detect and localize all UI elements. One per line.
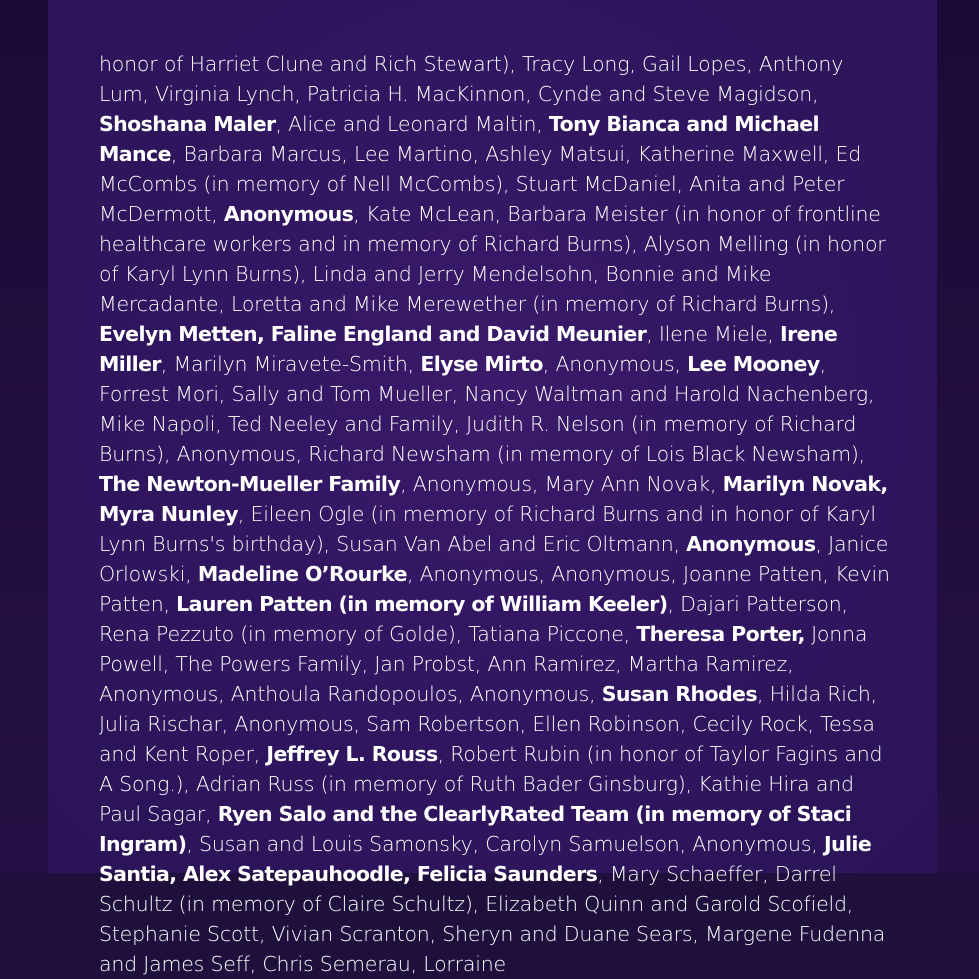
donor-segment: , Marilyn Miravete-Smith,: [160, 352, 421, 376]
donor-name-highlight: Jeffrey L. Rouss: [266, 742, 438, 766]
donor-name-highlight: Lee Mooney: [687, 352, 820, 376]
donor-segment: , Anonymous,: [542, 352, 688, 376]
donor-name-highlight: Marilyn Novak, Myra Nunley: [99, 472, 888, 526]
donor-list-paragraph: [99, 0, 899, 979]
donor-name-highlight: Susan Rhodes: [601, 682, 757, 706]
page-margin-right: [937, 0, 979, 873]
donor-segment: , Robert Rubin (in honor of Taylor Fagins and A Song.), Adrian Russ (in memory of Ruth Bader Ginsburg), Kathie Hira and Paul Sagar,: [99, 742, 883, 826]
donor-name-highlight: Ryen Salo and the ClearlyRated Team (in memory of Staci Ingram): [99, 802, 852, 856]
donor-segment: , Susan and Louis Samonsky, Carolyn Samuelson, Anonymous,: [186, 832, 824, 856]
donor-segment: , Barbara Marcus, Lee Martino, Ashley Matsui, Katherine Maxwell, Ed McCombs (in memory of Nell McCombs), Stuart McDaniel, Anita and Peter McDermott,: [99, 142, 862, 226]
donor-panel: [48, 0, 937, 976]
donor-segment: , Janice Orlowski,: [99, 532, 889, 586]
donor-segment: Jonna Powell, The Powers Family, Jan Probst, Ann Ramirez, Martha Ramirez, Anonymous, Anthoula Randopoulos, Anonymous,: [99, 622, 868, 706]
donor-segment: honor of Harriet Clune and Rich Stewart), Tracy Long, Gail Lopes, Anthony Lum, Virginia Lynch, Patricia H. MacKinnon, Cynde and Steve Magidson,: [99, 52, 844, 106]
donor-segment: , Alice and Leonard Maltin,: [275, 112, 549, 136]
donor-name-highlight: Theresa Porter,: [636, 622, 805, 646]
donor-segment: , Eileen Ogle (in memory of Richard Burns and in honor of Karyl Lynn Burns's birthday), Susan Van Abel and Eric Oltmann,: [99, 502, 876, 556]
donor-name-highlight: The Newton-Mueller Family: [99, 472, 401, 496]
donor-name-highlight: Shoshana Maler: [99, 112, 276, 136]
donor-segment: , Mary Schaeffer, Darrel Schultz (in memory of Claire Schultz), Elizabeth Quinn and Garold Scofield, Stephanie Scott, Vivian Scranton, Sheryn and Duane Sears, Margene Fudenna and James Seff, Chris Semerau, Lorraine: [99, 862, 886, 976]
donor-segment: , Hilda Rich, Julia Rischar, Anonymous, Sam Robertson, Ellen Robinson, Cecily Rock, Tessa and Kent Roper,: [99, 682, 877, 766]
donor-segment: , Anonymous, Mary Ann Novak,: [400, 472, 723, 496]
donor-name-highlight: Elyse Mirto: [420, 352, 543, 376]
donor-segment: , Anonymous, Anonymous, Joanne Patten, Kevin Patten,: [99, 562, 890, 616]
donor-name-highlight: Tony Bianca and Michael Mance: [99, 112, 819, 166]
donor-name-highlight: Anonymous: [223, 202, 354, 226]
donor-name-highlight: Anonymous: [686, 532, 816, 556]
donor-segment: , Ilene Miele,: [646, 322, 781, 346]
donor-segment: , Kate McLean, Barbara Meister (in honor of frontline healthcare workers and in memory of Richard Burns), Alyson Melling (in honor of Karyl Lynn Burns), Linda and Jerry Mendelsohn, Bonnie and Mike Mercadante, Loretta and Mike Merewether (in memory of Richard Burns),: [99, 202, 886, 316]
donor-name-highlight: Madeline O’Rourke: [197, 562, 407, 586]
donor-name-highlight: Lauren Patten (in memory of William Keeler): [176, 592, 668, 616]
donor-segment: , Forrest Mori, Sally and Tom Mueller, Nancy Waltman and Harold Nachenberg, Mike Napoli, Ted Neeley and Family, Judith R. Nelson (in memory of Richard Burns), Anonymous, Richard Newsham (in memory of Lois Black Newsham),: [99, 352, 875, 466]
donor-name-highlight: Julie Santia, Alex Satepauhoodle, Felicia Saunders: [99, 832, 872, 886]
page-margin-left: [0, 0, 48, 873]
donor-name-highlight: Irene Miller: [99, 322, 838, 376]
donor-segment: , Dajari Patterson, Rena Pezzuto (in memory of Golde), Tatiana Piccone,: [99, 592, 848, 646]
donor-name-highlight: Evelyn Metten, Faline England and David Meunier: [99, 322, 647, 346]
